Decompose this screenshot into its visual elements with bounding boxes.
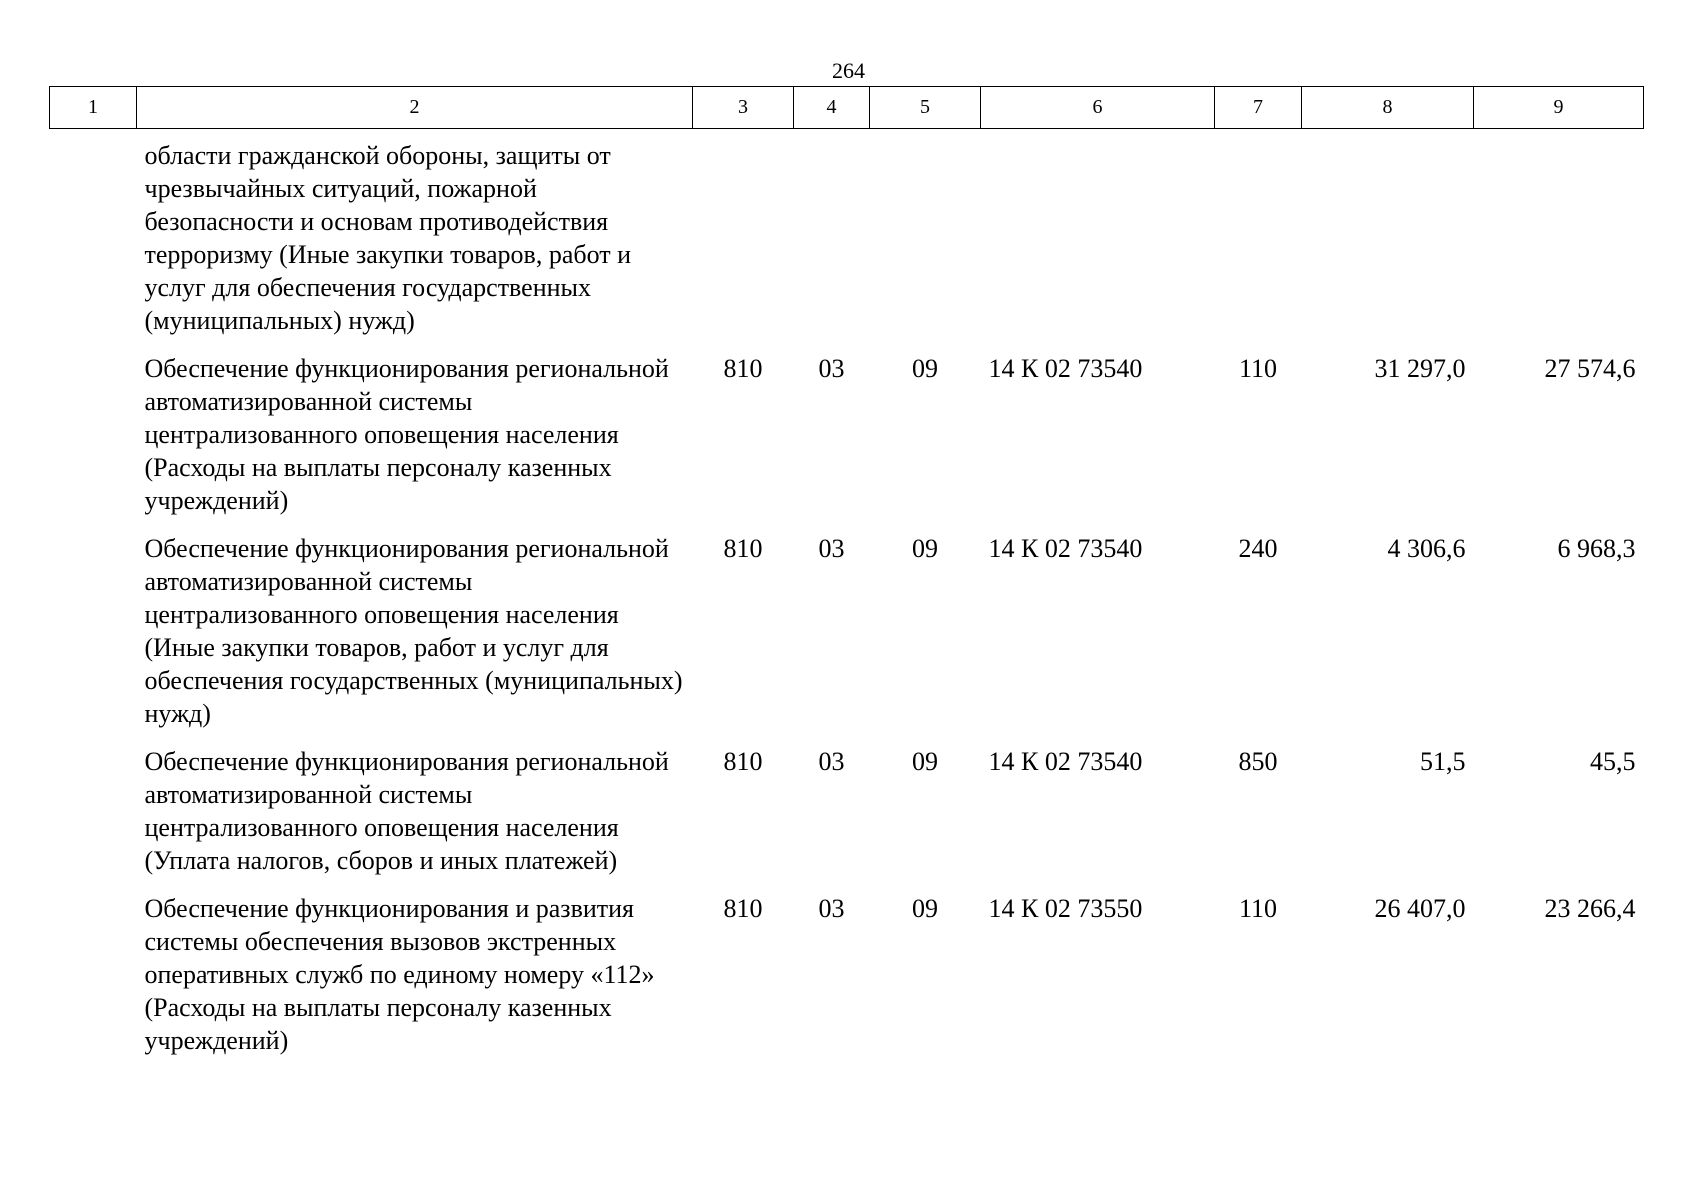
row-section-code: 03 — [818, 534, 845, 563]
row-amount-col9 — [1474, 129, 1644, 353]
table-row — [50, 532, 1644, 745]
row-target-article: 14 К 02 73540 — [988, 747, 1143, 776]
row-description: Обеспечение функционирования региональной автоматизированной системы централизованного оповещения населения (Уплата налогов, сборов и иных платежей) — [144, 747, 669, 875]
row-section-code: 03 — [818, 747, 845, 776]
row-expense-type: 850 — [1238, 747, 1278, 776]
row-amount-col8: 4 306,6 — [1387, 534, 1466, 563]
header-col-4: 4 — [794, 87, 870, 129]
row-description: Обеспечение функционирования региональной автоматизированной системы централизованного оповещения населения (Иные закупки товаров, работ и услуг для обеспечения государственных (муниципальных) нужд) — [144, 534, 683, 728]
row-ministry-code: 810 — [723, 354, 763, 383]
row-expense-type: 110 — [1238, 894, 1278, 923]
row-amount-col9: 27 574,6 — [1544, 354, 1636, 383]
row-target-article: 14 К 02 73540 — [988, 354, 1143, 383]
row-amount-col9: 23 266,4 — [1544, 894, 1636, 923]
row-amount-col8: 51,5 — [1420, 747, 1466, 776]
row-ministry-code: 810 — [723, 894, 763, 923]
row-subsection-code — [870, 129, 981, 353]
row-target-article: 14 К 02 73550 — [988, 894, 1143, 923]
row-amount-col8: 31 297,0 — [1374, 354, 1466, 383]
header-col-7: 7 — [1215, 87, 1302, 129]
row-ministry-code: 810 — [723, 534, 763, 563]
row-subsection-code: 09 — [912, 747, 938, 776]
row-description: Обеспечение функционирования региональной автоматизированной системы централизованного оповещения населения (Расходы на выплаты персоналу казенных учреждений) — [144, 354, 669, 515]
header-col-3: 3 — [693, 87, 794, 129]
row-description: области гражданской обороны, защиты от чрезвычайных ситуаций, пожарной безопасности и основам противодействия терроризму (Иные закупки товаров, работ и услуг для обеспечения государственных (муниципальных) нужд) — [144, 141, 632, 335]
row-amount-col9: 45,5 — [1590, 747, 1636, 776]
table-row — [50, 745, 1644, 892]
row-description: Обеспечение функционирования и развития системы обеспечения вызовов экстренных оперативных служб по единому номеру «112» (Расходы на выплаты персоналу казенных учреждений) — [144, 894, 655, 1055]
budget-table — [49, 86, 1644, 1072]
row-section-code: 03 — [818, 894, 845, 923]
header-col-6: 6 — [981, 87, 1215, 129]
header-col-5: 5 — [870, 87, 981, 129]
row-amount-col8: 26 407,0 — [1374, 894, 1466, 923]
table-row — [50, 892, 1644, 1072]
row-expense-type — [1215, 129, 1302, 353]
row-ministry-code — [693, 129, 794, 353]
header-col-8: 8 — [1302, 87, 1474, 129]
row-amount-col9: 6 968,3 — [1557, 534, 1636, 563]
row-section-code: 03 — [818, 354, 845, 383]
row-target-article: 14 К 02 73540 — [988, 534, 1143, 563]
table-row — [50, 352, 1644, 532]
row-subsection-code: 09 — [912, 894, 938, 923]
row-subsection-code: 09 — [912, 354, 938, 383]
column-number-header-row — [50, 87, 1644, 129]
row-expense-type: 110 — [1238, 354, 1278, 383]
header-col-1: 1 — [50, 87, 137, 129]
page-number: 264 — [832, 58, 865, 83]
row-expense-type: 240 — [1238, 534, 1278, 563]
header-col-2: 2 — [137, 87, 693, 129]
row-section-code — [794, 129, 870, 353]
row-subsection-code: 09 — [912, 534, 938, 563]
row-target-article — [981, 129, 1215, 353]
row-ministry-code: 810 — [723, 747, 763, 776]
row-amount-col8 — [1302, 129, 1474, 353]
table-row — [50, 129, 1644, 353]
header-col-9: 9 — [1474, 87, 1644, 129]
